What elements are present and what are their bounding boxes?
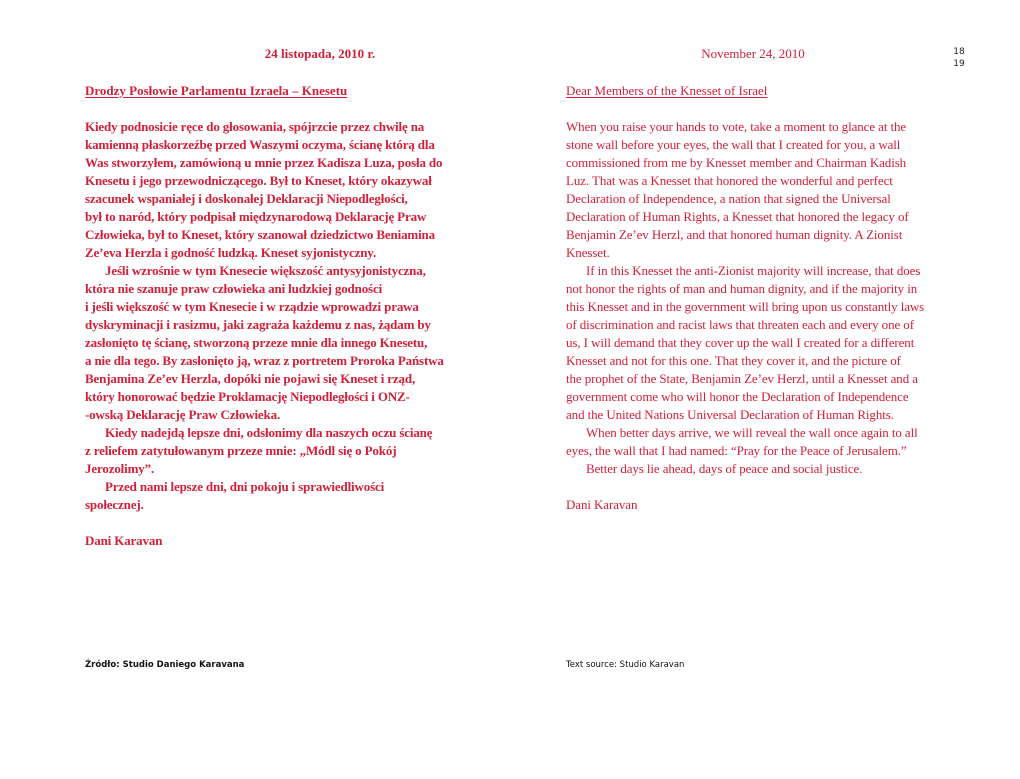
polish-text-line: Benjamina Ze’ev Herzla, dopóki nie pojawi się Kneset i rząd, [85,371,416,386]
polish-spacer [85,514,485,532]
english-text-line: When you raise your hands to vote, take a moment to glance at the [566,119,907,134]
english-text-line: Benjamin Ze’ev Herzl, and that honored human dignity. A Zionist [566,227,903,242]
english-text-line: stone wall before your eyes, the wall that I created for you, a wall [566,137,901,152]
polish-text-line: Ze’eva Herzla i godność ludzką. Kneset syjonistyczny. [85,245,377,260]
english-text-line: If in this Knesset the anti-Zionist majority will increase, that does [586,263,921,278]
english-text-line: government come who will honor the Declaration of Independence [566,389,909,404]
polish-text-line: Jerozolimy”. [85,461,155,476]
english-heading: Dear Members of the Knesset of Israel [566,83,768,98]
english-text-line: When better days arrive, we will reveal the wall once again to all [586,425,918,440]
english-letter-body [566,118,938,514]
page-numbers [950,46,968,70]
english-text-line: not honor the rights of man and human dignity, and if the majority in [566,281,918,296]
polish-text-line: był to naród, który podpisał międzynarodową Deklarację Praw [85,209,427,224]
english-text-line: of discrimination and racist laws that threaten each and every one of [566,317,914,332]
polish-signature: Dani Karavan [85,533,163,548]
english-source-note: Text source: Studio Karavan [566,660,685,670]
polish-text-line: i jeśli większość w tym Knesecie i w rządzie wprowadzi prawa [85,299,419,314]
english-text-line: eyes, the wall that I had named: “Pray for the Peace of Jerusalem.” [566,443,907,458]
polish-text-line: zasłonięto tę ścianę, stworzoną przeze mnie dla innego Knesetu, [85,335,428,350]
english-text-line: and the United Nations Universal Declaration of Human Rights. [566,407,894,422]
polish-heading: Drodzy Posłowie Parlamentu Izraela – Knesetu [85,83,348,98]
english-text-line: Declaration of Human Rights, a Knesset that honored the legacy of [566,209,909,224]
english-spacer [566,478,938,496]
polish-text-line: który honorować będzie Proklamację Niepodległości i ONZ- [85,389,410,404]
polish-text-line: Jeśli wzrośnie w tym Knesecie większość antysyjonistyczna, [105,263,426,278]
polish-text-line: społecznej. [85,497,144,512]
english-text-line: Better days lie ahead, days of peace and social justice. [586,461,863,476]
polish-text-line: Kiedy podnosicie ręce do głosowania, spójrzcie przez chwilę na [85,119,425,134]
polish-text-line: kamienną płaskorzeźbę przed Waszymi oczyma, ścianę którą dla [85,137,435,152]
polish-source-note: Źródło: Studio Daniego Karavana [85,660,245,670]
polish-text-line: -owską Deklarację Praw Człowieka. [85,407,281,422]
page-number-left: 18 [953,47,965,57]
english-text-line: the prophet of the State, Benjamin Ze’ev Herzl, until a Knesset and a [566,371,918,386]
polish-text-line: z reliefem zatytułowanym przeze mnie: „Módl się o Pokój [85,443,397,458]
english-text-line: commissioned from me by Knesset member and Chairman Kadish [566,155,907,170]
polish-text-line: dyskryminacji i rasizmu, jaki zagraża każdemu z nas, żądam by [85,317,431,332]
english-text-line: Declaration of Independence, a nation that signed the Universal [566,191,891,206]
polish-text-line: Was stworzyłem, zamówioną u mnie przez Kadisza Luza, posła do [85,155,443,170]
english-text-line: Knesset. [566,245,610,260]
english-signature: Dani Karavan [566,497,638,512]
english-date: November 24, 2010 [701,46,805,61]
english-text-line: Luz. That was a Knesset that honored the wonderful and perfect [566,173,893,188]
polish-text-line: a nie dla tego. By zasłonięto ją, wraz z portretem Proroka Państwa [85,353,444,368]
english-text-line: Knesset and not for this one. That they cover it, and the picture of [566,353,901,368]
polish-text-line: która nie szanuje praw człowieka ani ludzkiej godności [85,281,383,296]
page-number-right: 19 [953,59,965,69]
polish-letter-body [85,118,485,550]
polish-text-line: Kiedy nadejdą lepsze dni, odsłonimy dla naszych oczu ścianę [105,425,433,440]
polish-date: 24 listopada, 2010 r. [264,46,376,61]
polish-text-line: szacunek wspaniałej i doskonałej Deklaracji Niepodległości, [85,191,408,206]
polish-text-line: Człowieka, był to Kneset, który szanował dziedzictwo Beniamina [85,227,435,242]
polish-text-line: Przed nami lepsze dni, dni pokoju i sprawiedliwości [105,479,385,494]
english-text-line: us, I will demand that they cover up the wall I created for a different [566,335,915,350]
english-text-line: this Knesset and in the government will bring upon us constantly laws [566,299,925,314]
polish-text-line: Knesetu i jego przewodniczącego. Był to Kneset, który okazywał [85,173,432,188]
